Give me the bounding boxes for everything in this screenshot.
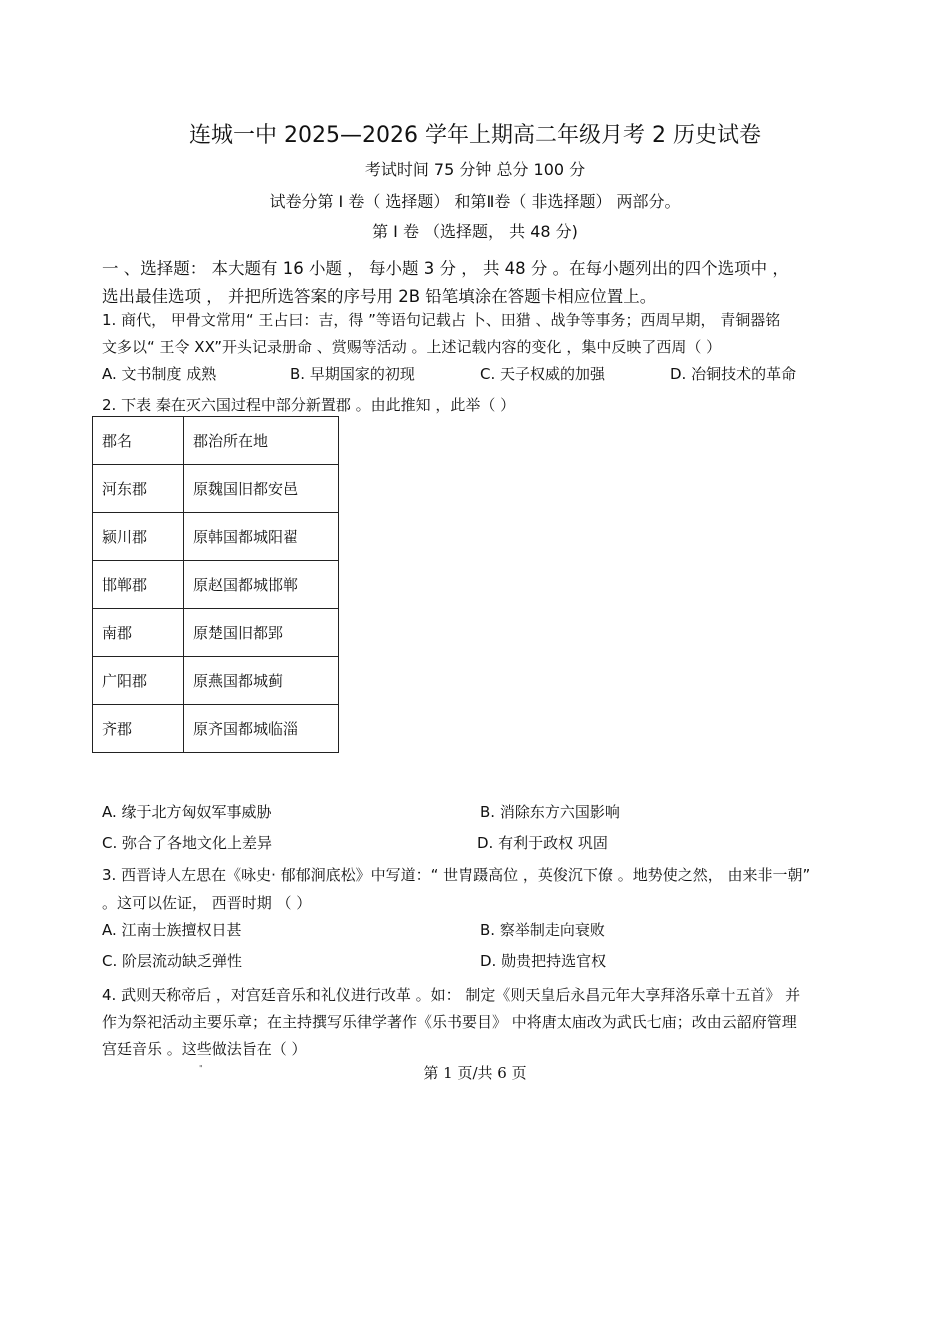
paper-structure: 试卷分第 Ⅰ 卷（ 选择题） 和第Ⅱ卷（ 非选择题） 两部分。	[269, 192, 681, 211]
table-cell: 原赵国都城邯郸	[184, 561, 339, 609]
page-number: 第 1 页/共 6 页	[423, 1064, 527, 1082]
table-cell: 颍川郡	[93, 513, 184, 561]
table-row	[93, 657, 339, 705]
table-cell: 原韩国都城阳翟	[184, 513, 339, 561]
q1-option-b: B. 早期国家的初现	[290, 365, 415, 383]
stray-mark: "	[199, 1064, 203, 1073]
table-cell: 广阳郡	[93, 657, 184, 705]
table-cell: 原魏国旧都安邑	[184, 465, 339, 513]
section-instructions-line1: 一 、选择题： 本大题有 16 小题 ， 每小题 3 分 ， 共 48 分 。在每小题列出的四个选项中 ，	[102, 259, 789, 278]
table-row	[93, 609, 339, 657]
q2-option-c: C. 弥合了各地文化上差异	[102, 834, 273, 852]
q1-option-d: D. 冶铜技术的革命	[670, 365, 797, 383]
table-row	[93, 465, 339, 513]
q3-option-b: B. 察举制走向衰败	[480, 921, 605, 939]
q3-option-c: C. 阶层流动缺乏弹性	[102, 952, 243, 970]
table-cell: 原楚国旧都郢	[184, 609, 339, 657]
q2-stem: 2. 下表 秦在灭六国过程中部分新置郡 。由此推知 ，此举（ ）	[102, 396, 516, 414]
table-cell: 齐郡	[93, 705, 184, 753]
q1-stem-line2: 文多以“ 王令 XX”开头记录册命 、赏赐等活动 。上述记载内容的变化 ，集中反映了西周（ ）	[102, 338, 722, 356]
q3-option-a: A. 江南士族擅权日甚	[102, 921, 242, 939]
table-cell: 原燕国都城蓟	[184, 657, 339, 705]
q4-stem-line1: 4. 武则天称帝后 ，对宫廷音乐和礼仪进行改革 。如： 制定《则天皇后永昌元年大享拜洛乐章十五首》 并	[102, 986, 801, 1004]
table-row	[93, 705, 339, 753]
table-cell: 河东郡	[93, 465, 184, 513]
exam-title: 连城一中 2025—2026 学年上期高二年级月考 2 历史试卷	[189, 123, 761, 148]
q2-option-a: A. 缘于北方匈奴军事威胁	[102, 803, 272, 821]
exam-info: 考试时间 75 分钟 总分 100 分	[364, 160, 586, 179]
q3-stem-line2: 。这可以佐证， 西晋时期 （ ）	[102, 894, 312, 912]
volume-heading: 第 Ⅰ 卷 （选择题， 共 48 分)	[372, 222, 578, 241]
q1-option-c: C. 天子权威的加强	[480, 365, 606, 383]
q1-stem-line1: 1. 商代， 甲骨文常用“ 王占曰：吉，得 ”等语句记载占 卜、田猎 、战争等事务；西周早期， 青铜器铭	[102, 311, 781, 329]
table-row	[93, 561, 339, 609]
table-cell: 南郡	[93, 609, 184, 657]
table-row	[93, 513, 339, 561]
q3-option-d: D. 勋贵把持选官权	[480, 952, 607, 970]
section-instructions-line2: 选出最佳选项 ， 并把所选答案的序号用 2B 铅笔填涂在答题卡相应位置上。	[102, 287, 657, 306]
table-header-cell: 郡治所在地	[184, 417, 339, 465]
table-header-cell: 郡名	[93, 417, 184, 465]
q4-stem-line2: 作为祭祀活动主要乐章；在主持撰写乐律学著作《乐书要目》 中将唐太庙改为武氏七庙；改由云韶府管理	[102, 1013, 797, 1031]
table-header-row	[93, 417, 339, 465]
q3-stem-line1: 3. 西晋诗人左思在《咏史· 郁郁涧底松》中写道：“ 世胄蹑高位 ，英俊沉下僚 。地势使之然， 由来非一朝”	[102, 866, 811, 884]
q4-stem-line3: 宫廷音乐 。这些做法旨在（ ）	[102, 1040, 307, 1058]
table-cell: 原齐国都城临淄	[184, 705, 339, 753]
q1-option-a: A. 文书制度 成熟	[102, 365, 217, 383]
q2-option-d: D. 有利于政权 巩固	[477, 834, 608, 852]
table-cell: 邯郸郡	[93, 561, 184, 609]
commandery-table	[92, 416, 339, 753]
q2-option-b: B. 消除东方六国影响	[480, 803, 620, 821]
